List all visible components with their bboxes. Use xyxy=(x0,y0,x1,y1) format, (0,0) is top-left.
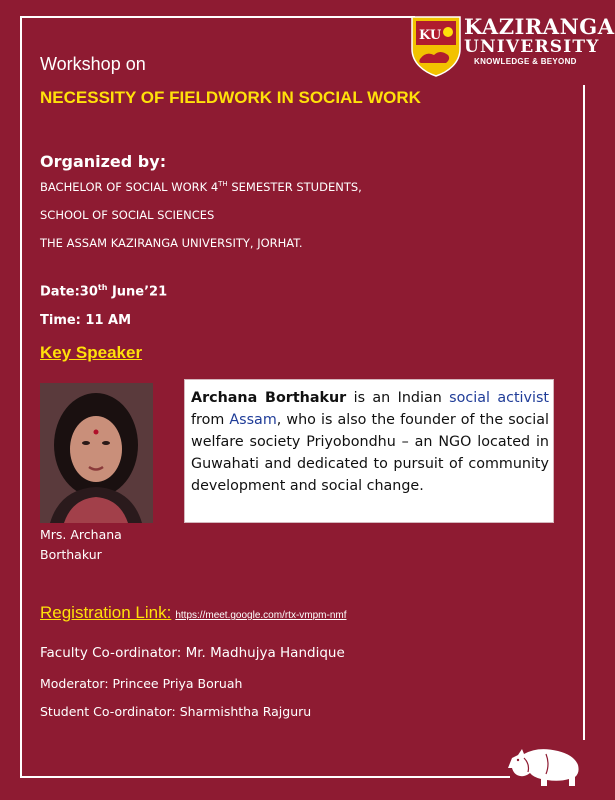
date-prefix: Date:30 xyxy=(40,284,98,300)
logo-badge-text: KU xyxy=(419,28,442,43)
frame-border-right xyxy=(583,85,585,740)
organizer-line-1-sup: TH xyxy=(218,180,228,189)
frame-border-left xyxy=(20,16,22,778)
organizer-line-1-suffix: SEMESTER STUDENTS, xyxy=(227,180,362,194)
key-speaker-heading: Key Speaker xyxy=(40,343,143,362)
shield-icon xyxy=(410,15,462,77)
registration-label: Registration Link: xyxy=(40,603,172,622)
event-date xyxy=(40,283,167,299)
bio-text-1: is an Indian xyxy=(346,390,450,406)
speaker-caption xyxy=(40,525,160,565)
university-tagline: KNOWLEDGE & BEYOND xyxy=(474,57,577,66)
frame-border-top xyxy=(20,16,415,18)
university-name-line1: KAZIRANGA xyxy=(464,14,615,39)
speaker-caption-line1: Mrs. Archana xyxy=(40,527,122,542)
workshop-title: NECESSITY OF FIELDWORK IN SOCIAL WORK xyxy=(40,88,421,107)
organizer-line-2: SCHOOL OF SOCIAL SCIENCES xyxy=(40,208,215,222)
student-coordinator: Student Co-ordinator: Sharmishtha Rajguru xyxy=(40,704,312,719)
organized-by-heading: Organized by: xyxy=(40,152,167,171)
date-sup: th xyxy=(97,283,108,292)
university-name-line2: UNIVERSITY xyxy=(464,37,600,57)
organizer-line-3: THE ASSAM KAZIRANGA UNIVERSITY, JORHAT. xyxy=(40,236,303,250)
speaker-caption-line2: Borthakur xyxy=(40,547,102,562)
frame-border-bottom xyxy=(20,776,510,778)
event-time: Time: 11 AM xyxy=(40,313,132,328)
bio-link-assam[interactable]: Assam xyxy=(229,412,277,428)
registration-link[interactable]: https://meet.google.com/rtx-vmpm-nmf xyxy=(175,610,347,621)
workshop-label: Workshop on xyxy=(40,54,146,74)
date-suffix: June’21 xyxy=(107,284,168,300)
organizer-line-1 xyxy=(40,180,362,194)
speaker-bio-box xyxy=(184,379,554,523)
speaker-portrait-icon xyxy=(40,383,153,523)
speaker-bio xyxy=(191,387,549,497)
rhino-icon xyxy=(502,742,586,788)
organizer-line-1-prefix: BACHELOR OF SOCIAL WORK 4 xyxy=(40,180,219,194)
moderator: Moderator: Princee Priya Boruah xyxy=(40,676,243,691)
bio-text-3: , who is also the founder of the social welfare society Priyobondhu – an NGO located in Guwahati and dedicated to pursuit of community development and social change. xyxy=(191,412,549,494)
bio-link-social-activist[interactable]: social activist xyxy=(449,390,550,406)
registration-section xyxy=(40,603,347,623)
bio-speaker-name: Archana Borthakur xyxy=(191,390,347,406)
faculty-coordinator: Faculty Co-ordinator: Mr. Madhujya Handique xyxy=(40,645,345,661)
university-name xyxy=(464,14,615,57)
bio-text-2: from xyxy=(191,412,230,428)
university-logo xyxy=(410,14,615,77)
speaker-photo xyxy=(40,383,153,523)
